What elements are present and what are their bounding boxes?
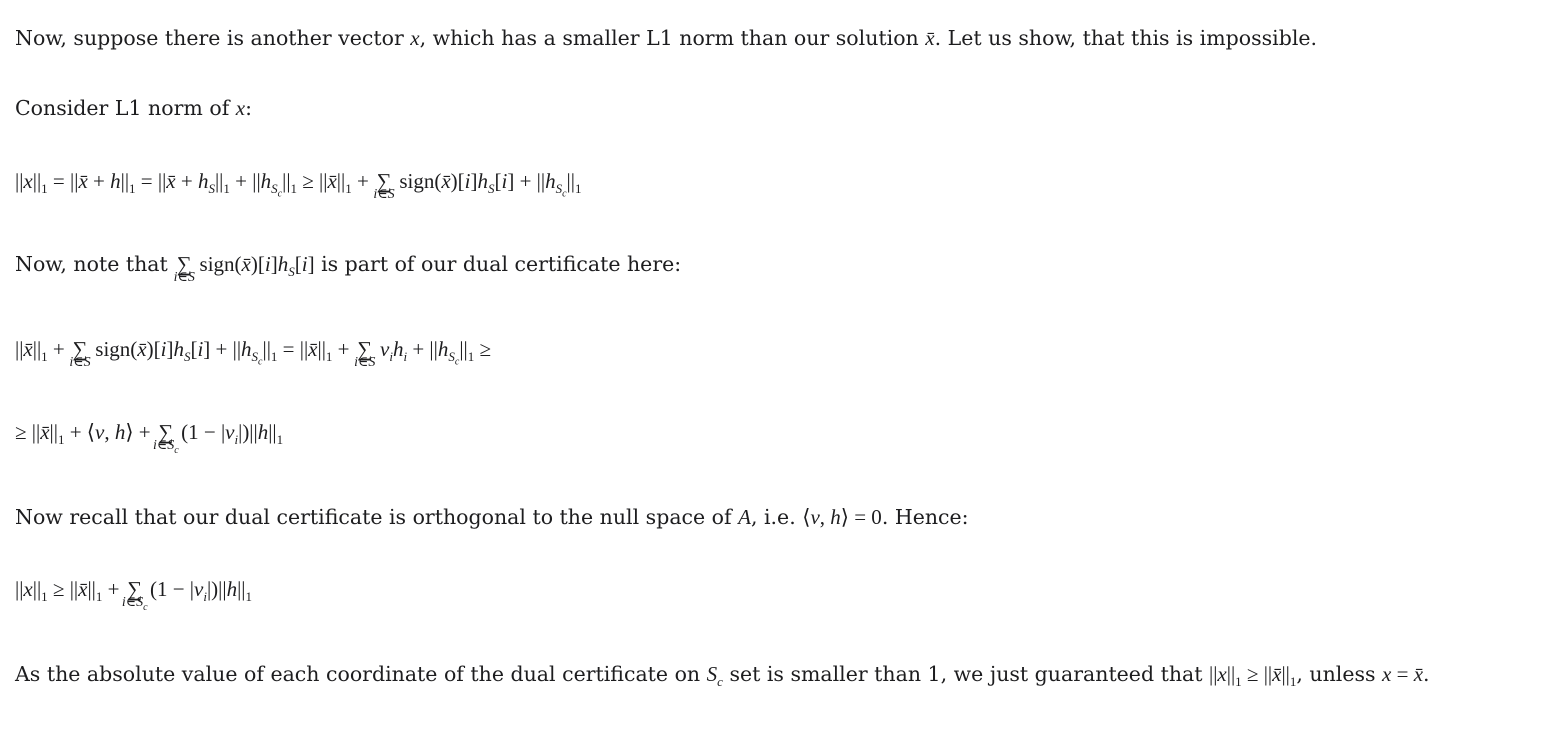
sum-operator: ∑ $i\in S_c$ [121, 577, 148, 613]
paragraph-conclusion: As the absolute value of each coordinate of the dual certificate on $S_c$ set is smaller than 1, we just guaranteed that $||x||_1$ ≥ $||x̄||_1$, unless x = x̄. [15, 662, 1430, 690]
equation-2: $||x̄||_1$ + ∑ i∈S $sign(x̄)[i]h_S[i] + ||h_{S_c}||_1$ = $||x̄||_1$ + ∑ i∈S $v_ih_i + ||h_{S_c}||_1$ ≥ [15, 337, 492, 370]
sum-operator: ∑ i∈S [173, 252, 195, 285]
sum-operator: ∑ i∈S [373, 169, 395, 202]
equation-1: $||x||_1$ = ||x̄ + $h||_1$ = ||x̄ + $h_S||_1 + ||h_{S_c}||_1$ ≥ $||x̄||_1$ + ∑ i∈S $sign(x̄)[i]h_S[i] + ||h_{S_c}||_1$ [15, 169, 582, 202]
sum-limit: i∈S [69, 355, 91, 370]
paragraph-note-that: Now, note that ∑ i∈S $sign(x̄)[i]h_S[i]$ is part of our dual certificate here: [15, 252, 682, 285]
sum-operator: ∑ $i\in S_c$ [153, 420, 179, 456]
sum-limit: i∈S [373, 187, 395, 202]
equation-4: $||x||_1$ ≥ $||x̄||_1$ + ∑ $i\in S_c$ $(1 - |v_i|)||h||_1$ [15, 577, 252, 613]
sum-limit: i∈S [173, 270, 195, 285]
paragraph-suppose: Now, suppose there is another vector x, which has a smaller L1 norm than our solution x̄. Let us show, that this is impossible. [15, 26, 1318, 50]
paragraph-recall: Now recall that our dual certificate is orthogonal to the null space of A, i.e. ⟨v, h⟩ = 0. Hence: [15, 505, 969, 529]
sum-limit: $i\in S_c$ [153, 438, 179, 456]
sum-limit: $i\in S_c$ [121, 595, 148, 613]
sum-operator: ∑ i∈S [69, 337, 91, 370]
equation-3: ≥ $||x̄||_1$ + ⟨v, h⟩ + ∑ $i\in S_c$ $(1 - |v_i|)||h||_1$ [15, 420, 284, 456]
sum-limit: i∈S [354, 355, 376, 370]
paragraph-consider: Consider L1 norm of x: [15, 96, 253, 120]
sum-operator: ∑ i∈S [354, 337, 376, 370]
